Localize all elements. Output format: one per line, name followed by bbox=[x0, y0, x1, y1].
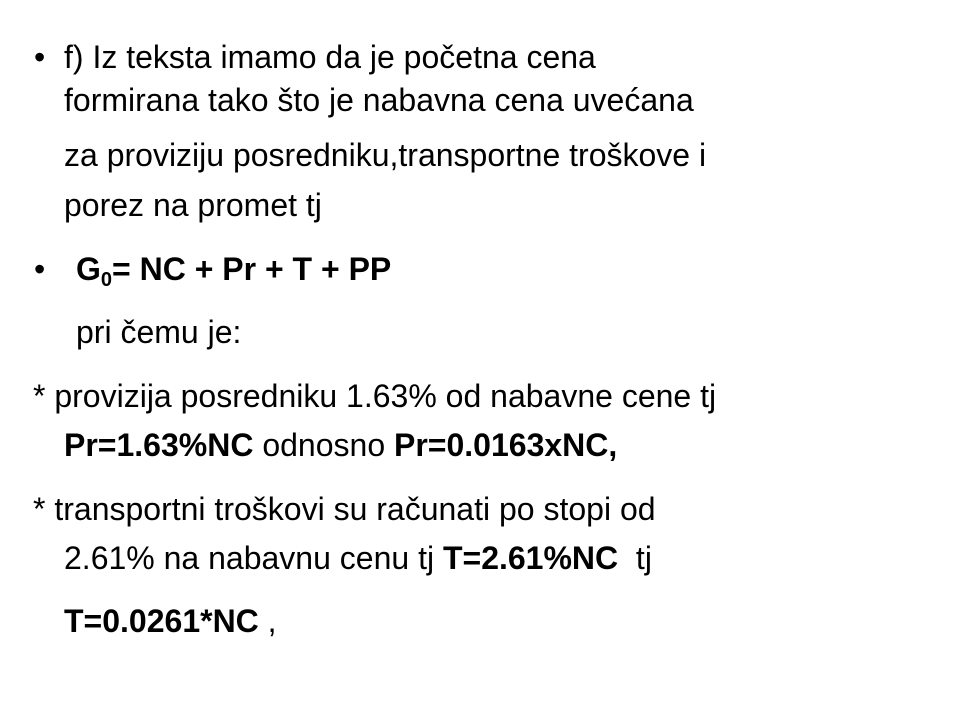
text-line bbox=[64, 426, 617, 464]
formula-bold: T=0.0261*NC bbox=[64, 603, 259, 639]
formula-subscript: 0 bbox=[100, 269, 113, 291]
text-line: f) Iz teksta imamo da je početna cena bbox=[64, 39, 596, 75]
text-line: formirana tako što je nabavna cena uvećana bbox=[64, 82, 694, 118]
formula-bold: T=2.61%NC bbox=[442, 540, 619, 576]
formula-rest: = NC + Pr + T + PP bbox=[112, 251, 392, 287]
text-line: * transportni troškovi su računati po stopi od bbox=[33, 491, 656, 527]
bullet-marker: • bbox=[34, 251, 46, 287]
formula-g: G bbox=[76, 251, 101, 287]
text-fragment: , bbox=[258, 603, 277, 639]
formula bbox=[76, 250, 392, 291]
formula-bold: Pr=1.63%NC bbox=[64, 427, 254, 463]
text-line: porez na promet tj bbox=[64, 187, 322, 223]
text-fragment: 2.61% na nabavnu cenu tj bbox=[64, 540, 443, 576]
formula-bold: Pr=0.0163xNC, bbox=[394, 427, 618, 463]
text-line: pri čemu je: bbox=[76, 314, 242, 350]
text-fragment: tj bbox=[618, 540, 652, 576]
text-line: za proviziju posredniku,transportne troškove i bbox=[64, 137, 707, 173]
text-line: * provizija posredniku 1.63% od nabavne cene tj bbox=[33, 378, 717, 414]
text-fragment: odnosno bbox=[253, 427, 394, 463]
bullet-marker: • bbox=[34, 39, 46, 75]
text-line bbox=[64, 602, 277, 640]
text-line bbox=[64, 539, 652, 577]
